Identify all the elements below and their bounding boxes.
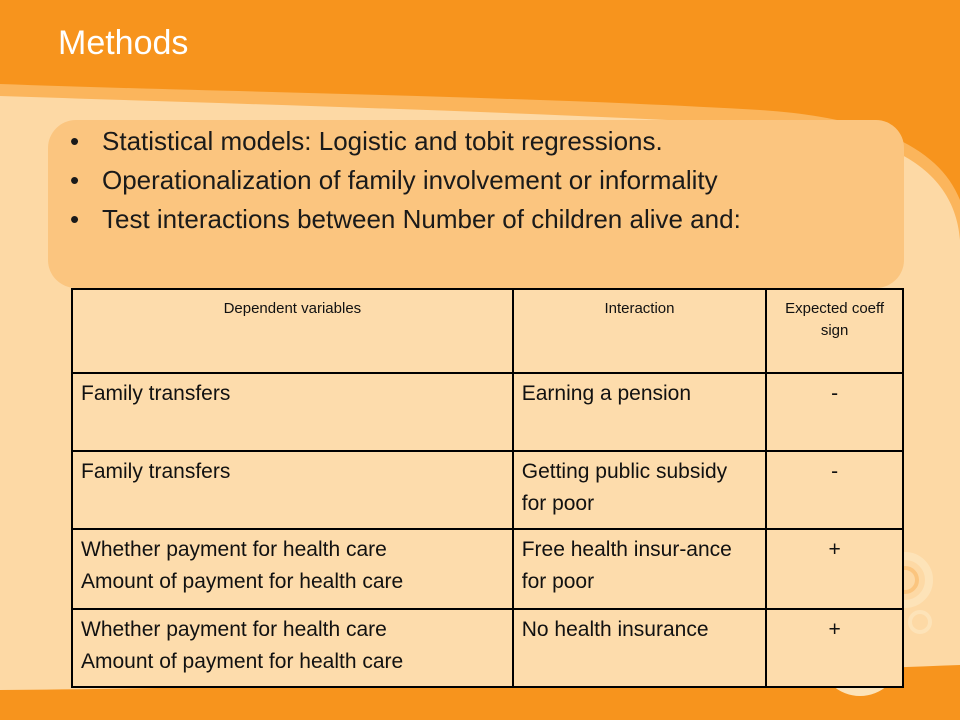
bullet-text: Statistical models: Logistic and tobit regressions. bbox=[102, 126, 663, 156]
bullet-item bbox=[70, 165, 890, 196]
dependent-line: Whether payment for health care bbox=[81, 618, 387, 641]
header-expected-sign: Expected coeff sign bbox=[766, 289, 903, 373]
cell-sign: - bbox=[766, 373, 903, 451]
table-row bbox=[72, 529, 903, 609]
bullet-glyph: • bbox=[70, 126, 80, 156]
slide-title: Methods bbox=[58, 24, 189, 62]
cell-sign: + bbox=[766, 609, 903, 687]
cell-interaction: Free health insur-ance for poor bbox=[513, 529, 766, 609]
bullet-list bbox=[70, 126, 890, 243]
cell-dependent bbox=[72, 529, 513, 609]
dependent-line: Amount of payment for health care bbox=[81, 650, 404, 673]
interactions-table bbox=[71, 288, 904, 688]
cell-sign: - bbox=[766, 451, 903, 529]
bullet-glyph: • bbox=[70, 165, 80, 195]
cell-interaction: No health insurance bbox=[513, 609, 766, 687]
bullet-glyph: • bbox=[70, 204, 80, 234]
bullet-text: Test interactions between Number of children alive and: bbox=[102, 204, 741, 234]
table-header-row bbox=[72, 289, 903, 373]
dependent-line: Amount of payment for health care bbox=[81, 570, 404, 593]
cell-interaction: Getting public subsidy for poor bbox=[513, 451, 766, 529]
cell-dependent bbox=[72, 609, 513, 687]
table-row bbox=[72, 451, 903, 529]
bullet-item bbox=[70, 204, 890, 235]
table-row bbox=[72, 373, 903, 451]
header-dependent-variables: Dependent variables bbox=[72, 289, 513, 373]
cell-dependent bbox=[72, 373, 513, 451]
bullet-text: Operationalization of family involvement or informality bbox=[102, 165, 718, 195]
cell-dependent bbox=[72, 451, 513, 529]
table-row bbox=[72, 609, 903, 687]
dependent-line: Whether payment for health care bbox=[81, 538, 387, 561]
header-interaction: Interaction bbox=[513, 289, 766, 373]
cell-sign: + bbox=[766, 529, 903, 609]
dependent-line: Family transfers bbox=[81, 382, 231, 405]
cell-interaction: Earning a pension bbox=[513, 373, 766, 451]
dependent-line: Family transfers bbox=[81, 460, 231, 483]
bullet-item bbox=[70, 126, 890, 157]
